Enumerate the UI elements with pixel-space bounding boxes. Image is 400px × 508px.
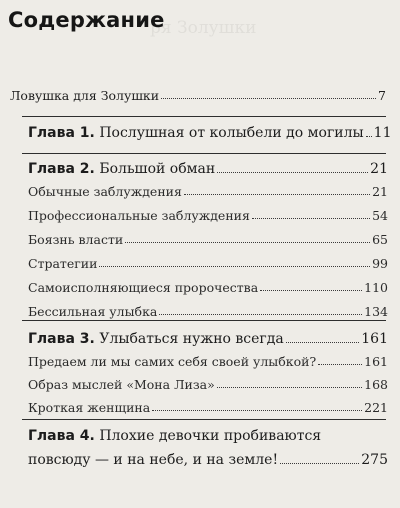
entry-label: Боязнь власти — [28, 232, 124, 247]
toc-chapter-entry — [28, 161, 388, 177]
chapter-title: Плохие девочки пробиваются — [99, 428, 322, 444]
chapter-number: Глава 2. — [28, 161, 95, 177]
entry-label: Стратегии — [28, 256, 98, 271]
entry-label: Бессильная улыбка — [28, 304, 158, 319]
toc-entry — [28, 184, 388, 199]
dot-leader — [260, 290, 362, 291]
toc-entry — [28, 304, 388, 319]
toc-entry — [28, 400, 388, 415]
toc-entry — [28, 280, 388, 295]
entry-page: 7 — [378, 88, 386, 103]
chapter-number: Глава 1. — [28, 125, 95, 141]
entry-label: Ловушка для Золушки — [10, 88, 160, 103]
toc-entry — [28, 208, 388, 223]
page-title: Содержание — [8, 8, 165, 32]
toc-chapter-entry — [28, 331, 388, 347]
chapter-title: Послушная от колыбели до могилы — [99, 125, 364, 141]
chapter-title-line2: повсюду — и на небе, и на земле! — [28, 452, 279, 468]
entry-page: 21 — [372, 184, 388, 199]
entry-page: 65 — [372, 232, 388, 247]
entry-page: 134 — [364, 304, 388, 319]
chapter-title: Большой обман — [99, 161, 216, 177]
toc-entry — [28, 256, 388, 271]
toc-chapter-entry — [28, 125, 392, 141]
toc-entry — [28, 232, 388, 247]
dot-leader — [252, 218, 370, 219]
dot-leader — [217, 172, 368, 173]
chapter-number: Глава 4. — [28, 428, 95, 444]
chapter-rule — [22, 116, 386, 117]
dot-leader — [184, 194, 370, 195]
dot-leader — [217, 387, 362, 388]
dot-leader — [159, 314, 362, 315]
chapter-rule — [22, 320, 386, 321]
chapter-rule — [22, 153, 386, 154]
chapter-title: Улыбаться нужно всегда — [99, 331, 284, 347]
toc-entry — [28, 354, 388, 369]
dot-leader — [152, 410, 362, 411]
entry-label: Профессиональные заблуждения — [28, 208, 250, 223]
toc-entry — [28, 377, 388, 392]
dot-leader — [125, 242, 370, 243]
toc-entry — [10, 88, 386, 103]
entry-page: 99 — [372, 256, 388, 271]
entry-page: 161 — [361, 331, 388, 347]
entry-page: 21 — [370, 161, 388, 177]
chapter-rule — [22, 419, 386, 420]
bleed-through-text: ря Золушки — [150, 18, 257, 38]
entry-page: 221 — [364, 400, 388, 415]
chapter-number: Глава 3. — [28, 331, 95, 347]
dot-leader — [286, 342, 360, 343]
dot-leader — [161, 98, 376, 99]
dot-leader — [318, 364, 362, 365]
dot-leader — [280, 463, 359, 464]
entry-page: 54 — [372, 208, 388, 223]
entry-label: Образ мыслей «Мона Лиза» — [28, 377, 215, 392]
entry-label: Обычные заблуждения — [28, 184, 182, 199]
entry-page: 275 — [361, 452, 388, 468]
entry-page: 161 — [364, 354, 388, 369]
entry-page: 168 — [364, 377, 388, 392]
entry-page: 11 — [373, 125, 392, 141]
toc-chapter-title-line1 — [28, 428, 321, 444]
dot-leader — [99, 266, 370, 267]
entry-page: 110 — [364, 280, 388, 295]
entry-label: Предаем ли мы самих себя своей улыбкой? — [28, 354, 317, 369]
entry-label: Кроткая женщина — [28, 400, 151, 415]
entry-label: Самоисполняющиеся пророчества — [28, 280, 259, 295]
toc-chapter-entry — [28, 452, 388, 468]
dot-leader — [366, 136, 372, 137]
